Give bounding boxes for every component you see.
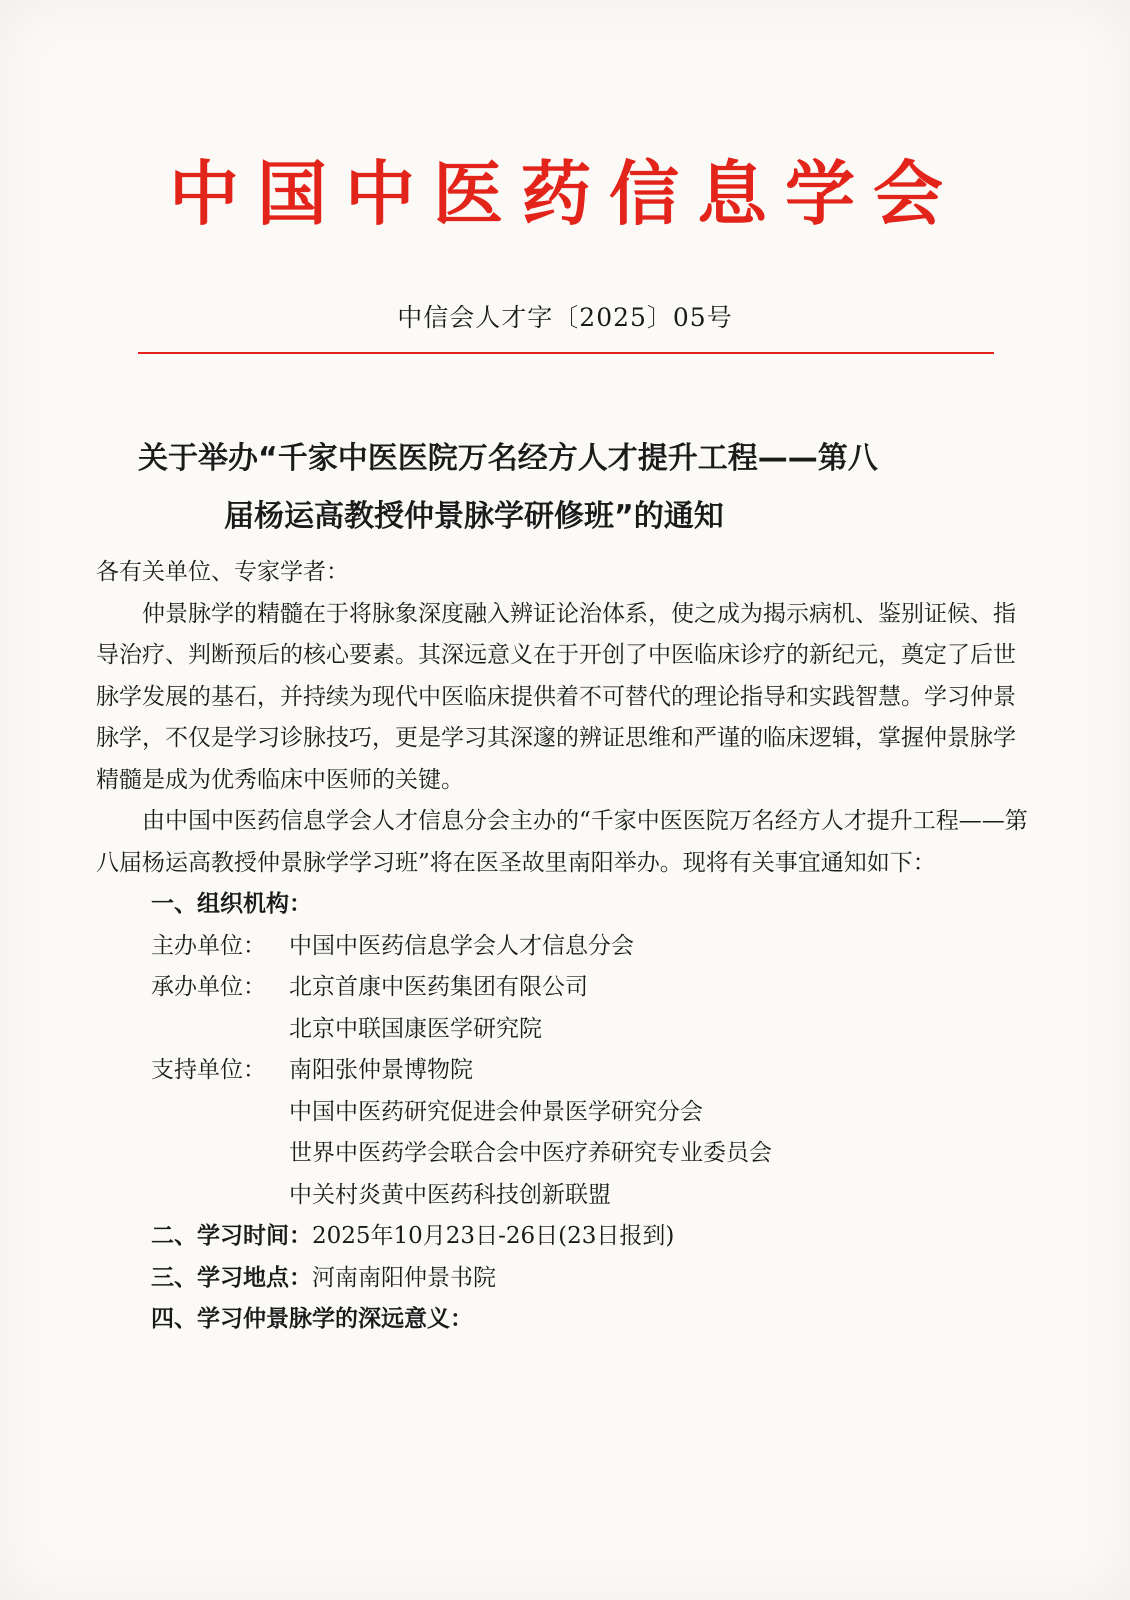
support-unit-label: 支持单位：: [151, 1057, 266, 1083]
section-4-heading: 四、学习仲景脉学的深远意义：: [151, 1306, 473, 1332]
organizer-unit-row: [96, 967, 1034, 1050]
study-location: 河南南阳仲景书院: [312, 1264, 496, 1291]
support-unit: 南阳张仲景博物院: [289, 1057, 473, 1083]
support-unit: 世界中医药学会联合会中医疗养研究专业委员会: [289, 1140, 772, 1166]
notice-body: [96, 552, 1034, 1341]
notice-title-line-2: 届杨运高教授仲景脉学研修班”的通知: [224, 499, 724, 534]
paragraph-significance: 仲景脉学的精髓在于将脉象深度融入辨证论治体系，使之成为揭示病机、鉴别证候、指导治疗、判断预后的核心要素。其深远意义在于开创了中医临床诊疗的新纪元，奠定了后世脉学发展的基石，并持续为现代中医临床提供着不可替代的理论指导和实践智慧。学习仲景脉学，不仅是学习诊脉技巧，更是学习其深邃的辨证思维和严谨的临床逻辑，掌握仲景脉学精髓是成为优秀临床中医师的关键。: [96, 600, 1016, 793]
section-1-heading: 一、组织机构：: [151, 891, 312, 917]
host-unit-label: 主办单位：: [151, 932, 266, 959]
section-3-heading: 三、学习地点：: [151, 1264, 312, 1291]
notice-title: [90, 430, 1040, 546]
document-number: 中信会人才字〔2025〕05号: [397, 303, 733, 332]
support-unit-row: [96, 1050, 1034, 1216]
host-unit-row: [96, 926, 1034, 968]
organizer-unit: 北京中联国康医学研究院: [289, 1015, 542, 1042]
organizer-unit-label: 承办单位：: [151, 974, 266, 1000]
support-unit: 中国中医药研究促进会仲景医学研究分会: [289, 1098, 703, 1125]
section-2-heading: 二、学习时间：: [151, 1223, 312, 1249]
paragraph-announcement: 由中国中医药信息学会人才信息分会主办的“千家中医医院万名经方人才提升工程——第八届杨运高教授仲景脉学学习班”将在医圣故里南阳举办。现将有关事宜通知如下：: [96, 808, 1028, 876]
notice-title-line-1: 关于举办“千家中医医院万名经方人才提升工程——第八: [138, 441, 878, 476]
organization-name: 中国中医药信息学会: [169, 153, 961, 235]
section-3: [96, 1258, 1034, 1300]
support-unit: 中关村炎黄中医药科技创新联盟: [289, 1181, 611, 1208]
salutation: 各有关单位、专家学者：: [96, 559, 349, 585]
organizer-unit: 北京首康中医药集团有限公司: [289, 974, 588, 1000]
study-time: 2025年10月23日-26日(23日报到): [312, 1223, 675, 1249]
section-2: [96, 1216, 1034, 1258]
host-unit: 中国中医药信息学会人才信息分会: [289, 932, 634, 959]
red-divider-line: [138, 352, 994, 354]
